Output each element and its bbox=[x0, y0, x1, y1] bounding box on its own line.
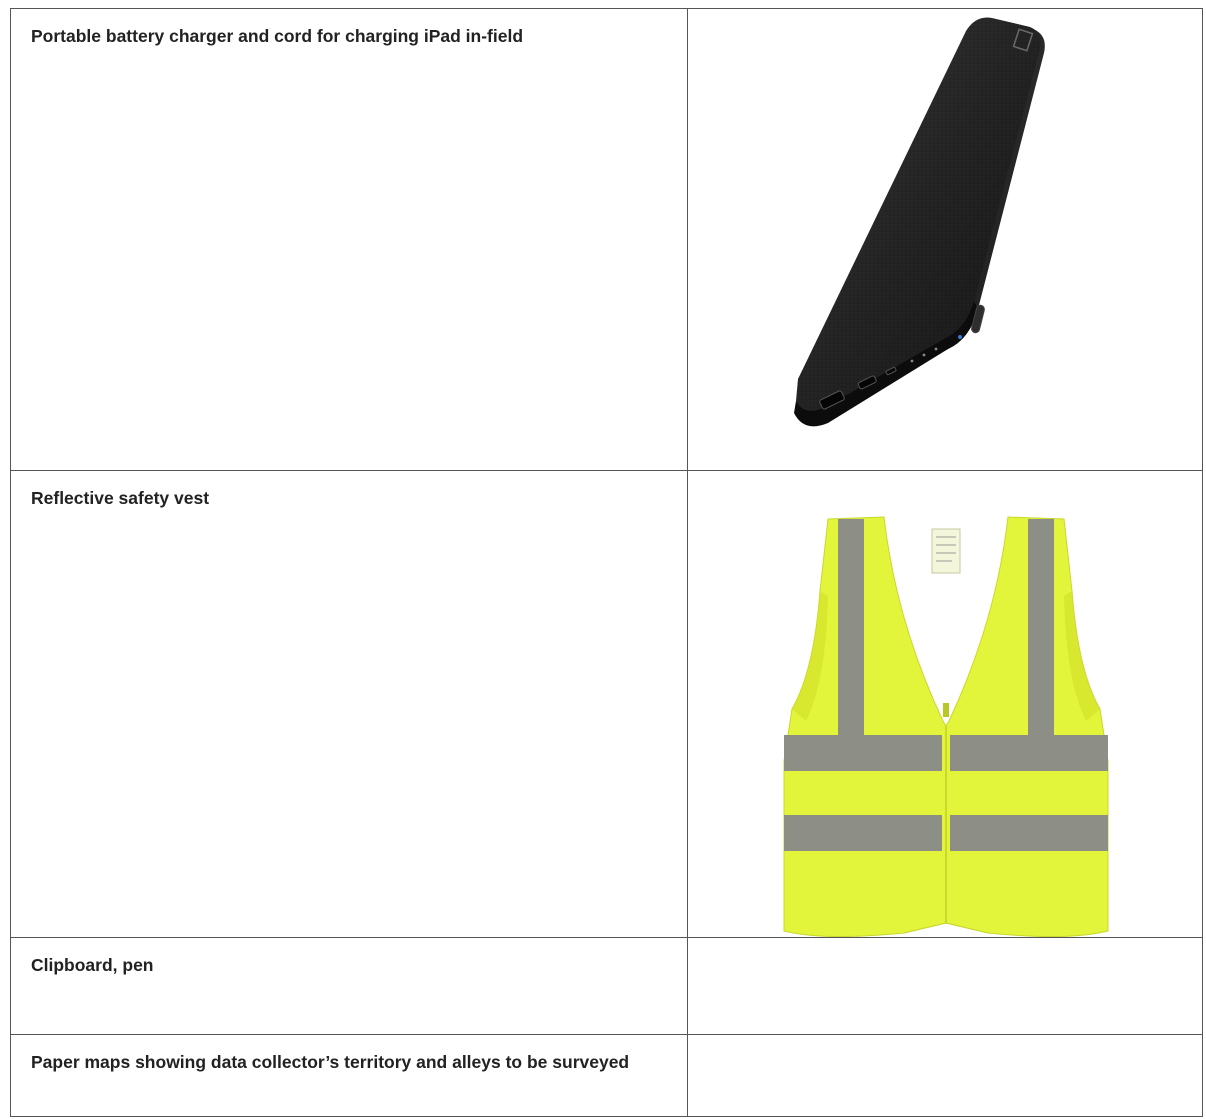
item-cell bbox=[11, 9, 688, 470]
power-bank-image bbox=[688, 9, 1204, 469]
item-cell bbox=[11, 938, 688, 1034]
image-cell bbox=[688, 9, 1202, 470]
table-row bbox=[11, 471, 1202, 938]
item-label: Paper maps showing data collector’s territory and alleys to be surveyed bbox=[31, 1052, 630, 1072]
equipment-table bbox=[10, 8, 1203, 1117]
item-cell bbox=[11, 1035, 688, 1116]
image-cell bbox=[688, 1035, 1202, 1116]
table-row bbox=[11, 1035, 1202, 1116]
table-row bbox=[11, 938, 1202, 1035]
item-label: Portable battery charger and cord for charging iPad in-field bbox=[31, 26, 524, 46]
table-row bbox=[11, 9, 1202, 471]
item-label: Clipboard, pen bbox=[31, 955, 154, 975]
item-cell bbox=[11, 471, 688, 937]
item-label: Reflective safety vest bbox=[31, 488, 210, 508]
image-cell bbox=[688, 938, 1202, 1034]
image-cell bbox=[688, 471, 1202, 937]
safety-vest-image bbox=[688, 471, 1204, 937]
